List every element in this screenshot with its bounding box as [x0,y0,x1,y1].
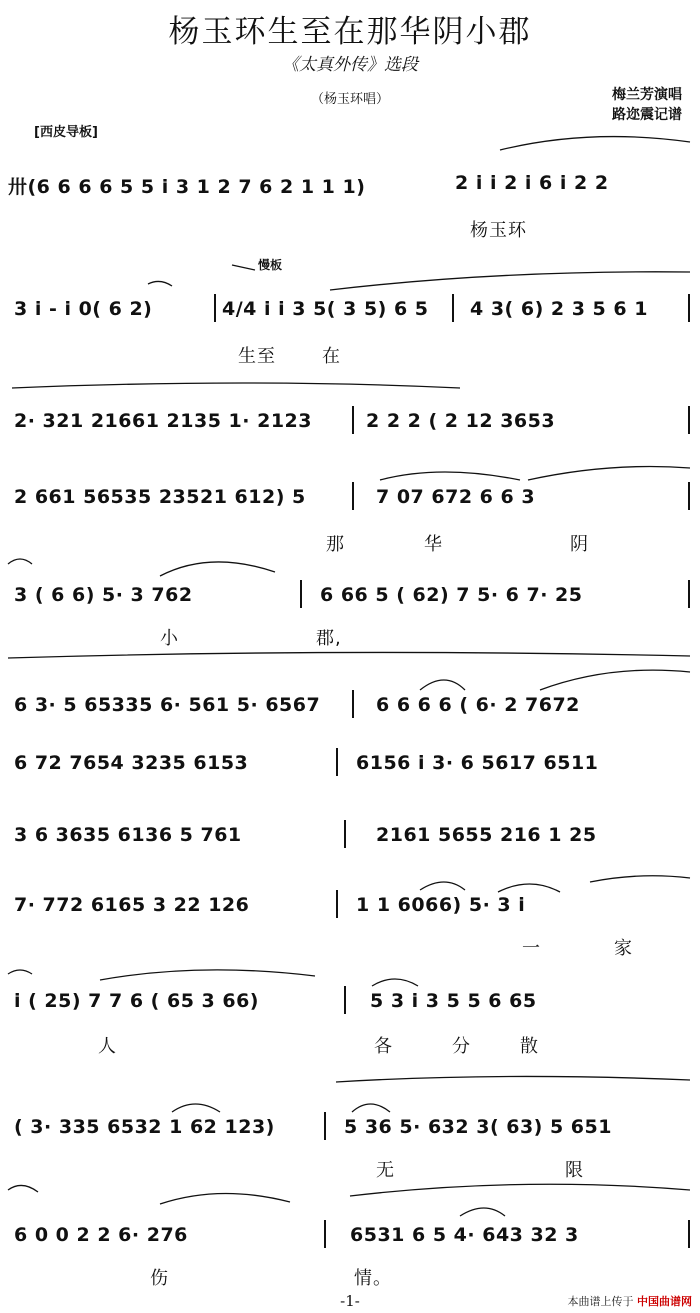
barline [352,482,354,510]
notation-segment: 2161 5655 216 1 25 [376,824,597,846]
barline [352,690,354,718]
notation-segment: 5 3 i 3 5 5 6 65 [370,990,537,1012]
lyric-text: 小 [160,628,179,649]
notation-segment: 5 36 5· 632 3( 63) 5 651 [344,1116,612,1138]
score-system-5 [0,550,700,660]
notation-segment: i ( 25) 7 7 6 ( 65 3 66) [14,990,259,1012]
notation-segment: 4 3( 6) 2 3 5 6 1 [470,298,648,320]
lyric-text: 杨玉环 [470,220,527,241]
performer-credit: 梅兰芳演唱 [612,87,682,103]
barline [344,820,346,848]
notation-segment: 6 0 0 2 2 6· 276 [14,1224,188,1246]
lyric-text: 阴 [570,534,589,555]
page-number: -1- [340,1292,360,1310]
barline [324,1112,326,1140]
barline [688,580,690,608]
lyric-text: 一 [522,938,541,959]
barline [352,406,354,434]
lyric-text: 那 [326,534,345,555]
barline [300,580,302,608]
notation-segment: ( 3· 335 6532 1 62 123) [14,1116,275,1138]
barline [688,482,690,510]
lyric-text: 伤 [150,1268,169,1289]
lyric-text: 各 [374,1036,393,1057]
score-system-9 [0,870,700,980]
notation-segment: 6 6 6 6 ( 6· 2 7672 [376,694,580,716]
notation-segment: 卅(6 6 6 6 5 5 i 3 1 2 7 6 2 1 1 1) [8,176,366,198]
score-system-12 [0,1180,700,1290]
barline [336,890,338,918]
score-system-11 [0,1076,700,1186]
barline [688,294,690,322]
footer-note [568,1293,693,1309]
score-subtitle: 《太真外传》选段 [282,55,418,75]
transcriber-credit: 路迩震记谱 [612,107,682,123]
barline [336,748,338,776]
lyric-text: 无 [376,1160,395,1181]
notation-segment: 3 i - i 0( 6 2) [14,298,153,320]
tempo-mark: 慢板 [258,258,283,272]
notation-segment: 6 66 5 ( 62) 7 5· 6 7· 25 [320,584,583,606]
lyric-text: 家 [614,938,633,959]
lyric-text: 人 [98,1036,117,1057]
lyric-text: 生至 [238,346,276,367]
score-system-2 [0,250,700,367]
score-system-1 [0,140,700,250]
notation-segment: 3 ( 6 6) 5· 3 762 [14,584,193,606]
notation-segment: 6 72 7654 3235 6153 [14,752,249,774]
lyric-text: 散 [520,1036,539,1057]
notation-segment: 7 07 672 6 6 3 [376,486,536,508]
footer-prefix: 本曲谱上传于 [567,1295,634,1308]
notation-segment: 6156 i 3· 6 5617 6511 [356,752,599,774]
notation-segment: 7· 772 6165 3 22 126 [14,894,250,916]
notation-segment: 4/4 i i 3 5( 3 5) 6 5 [222,298,429,320]
barline [344,986,346,1014]
slur-marks [0,966,700,1076]
barline [452,294,454,322]
notation-segment: 3 6 3635 6136 5 761 [14,824,242,846]
slur-marks [0,870,700,980]
notation-segment: 6 3· 5 65335 6· 561 5· 6567 [14,694,321,716]
lyric-text: 郡, [316,628,342,649]
lyric-text: 情。 [354,1268,392,1289]
barline [688,406,690,434]
notation-segment: 1 1 6066) 5· 3 i [356,894,526,916]
notation-segment: 2 i i 2 i 6 i 2 2 [455,172,609,194]
lyric-text: 限 [565,1160,584,1181]
barline [688,1220,690,1248]
notation-segment: 2· 321 21661 2135 1· 2123 [14,410,312,432]
barline [214,294,216,322]
score-title: 杨玉环生至在那华阴小郡 [168,14,532,50]
mode-marking: [西皮导板] [34,125,98,140]
singer-note: （杨玉环唱） [310,92,389,107]
notation-segment: 2 661 56535 23521 612) 5 [14,486,306,508]
notation-segment: 2 2 2 ( 2 12 3653 [366,410,556,432]
barline [324,1220,326,1248]
lyric-text: 华 [424,534,443,555]
lyric-text: 分 [452,1036,471,1057]
site-logo-text[interactable]: 中国曲谱网 [637,1295,692,1308]
score-system-10 [0,966,700,1076]
lyric-text: 在 [322,346,341,367]
notation-segment: 6531 6 5 4· 643 32 3 [350,1224,579,1246]
